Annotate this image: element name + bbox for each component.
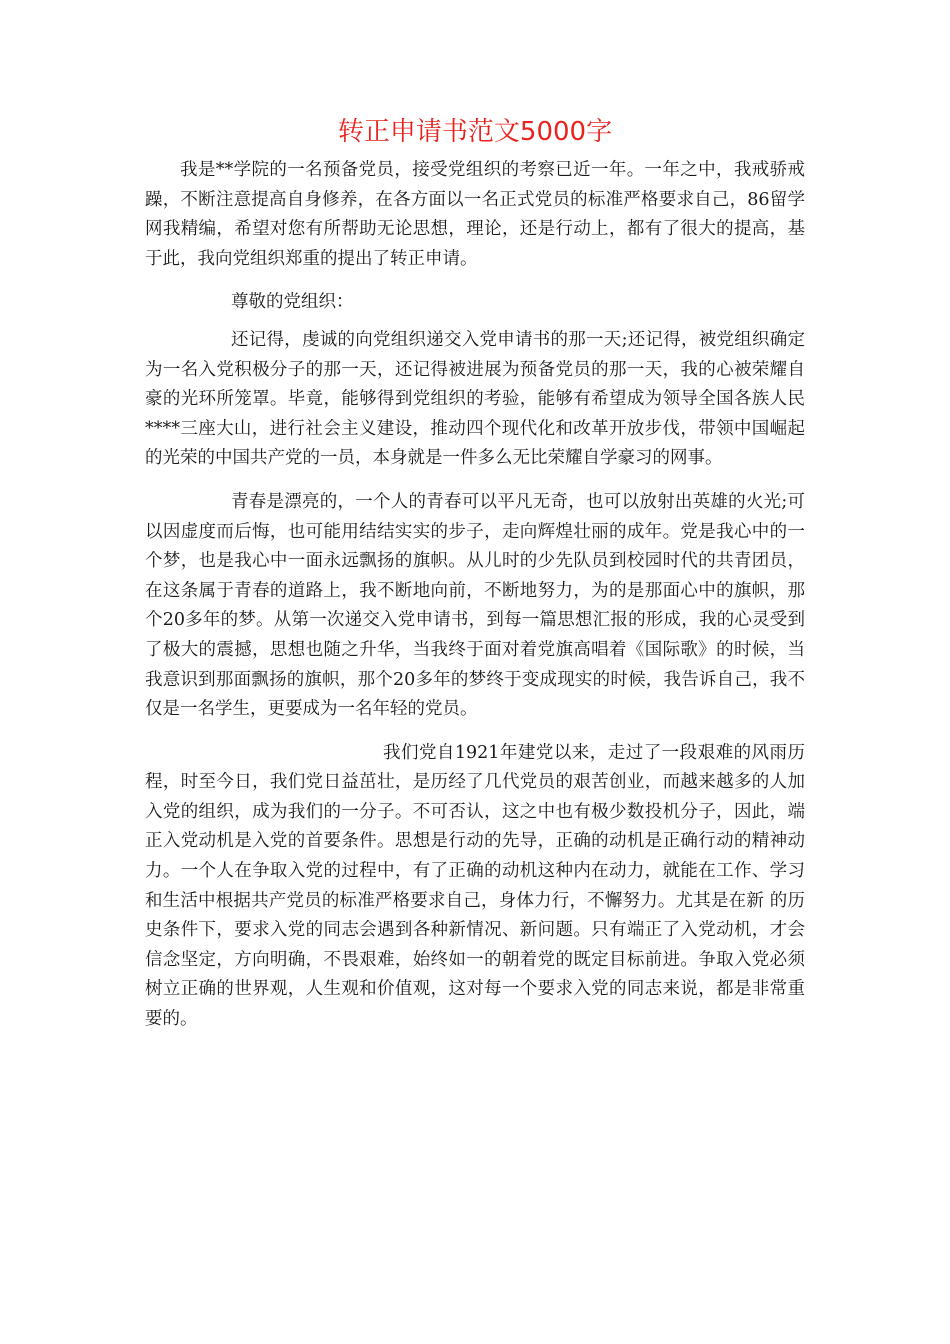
body-paragraph-3: 我们党自1921年建党以来，走过了一段艰难的风雨历程，时至今日，我们党日益茁壮，是历经了几代党员的艰苦创业，而越来越多的人加入党的组织，成为我们的一分子。不可否认，这之中也有极少数投机分子，因此，端正入党动机是入党的首要条件。思想是行动的先导，正确的动机是正确行动的精神动力。一个人在争取入党的过程中，有了正确的动机这种内在动力，就能在工作、学习和生活中根据共产党员的标准严格要求自己，身体力行，不懈努力。尤其是在新 的历史条件下，要求入党的同志会遇到各种新情况、新问题。只有端正了入党动机，才会信念坚定，方向明确，不畏艰难，始终如一的朝着党的既定目标前进。争取入党必须树立正确的世界观，人生观和价值观，这对每一个要求入党的同志来说，都是非常重要的。 [145, 742, 805, 1030]
document-body [145, 156, 805, 1035]
intro-paragraph: 我是**学院的一名预备党员，接受党组织的考察已近一年。一年之中，我戒骄戒躁，不断注意提高自身修养，在各方面以一名正式党员的标准严格要求自己，86留学网我精编，希望对您有所帮助无论思想，理论，还是行动上，都有了很大的提高，基于此，我向党组织郑重的提出了转正申请。 [145, 160, 805, 269]
body-paragraph-2: 青春是漂亮的，一个人的青春可以平凡无奇，也可以放射出英雄的火光;可以因虚度而后悔，也可能用结结实实的步子，走向辉煌壮丽的成年。党是我心中的一个梦，也是我心中一面永远飘扬的旗帜。从儿时的少先队员到校园时代的共青团员，在这条属于青春的道路上，我不断地向前，不断地努力，为的是那面心中的旗帜，那个20多年的梦。从第一次递交入党申请书，到每一篇思想汇报的形成，我的心灵受到了极大的震撼，思想也随之升华，当我终于面对着党旗高唱着《国际歌》的时候，当我意识到那面飘扬的旗帜，那个20多年的梦终于变成现实的时候，我告诉自己，我不仅是一名学生，更要成为一名年轻的党员。 [145, 491, 805, 720]
body-paragraph-1: 还记得，虔诚的向党组织递交入党申请书的那一天;还记得，被党组织确定为一名入党积极分子的那一天，还记得被进展为预备党员的那一天，我的心被荣耀自豪的光环所笼罩。毕竟，能够得到党组织的考验，能够有希望成为领导全国各族人民****三座大山，进行社会主义建设，推动四个现代化和改革开放步伐，带领中国崛起的光荣的中国共产党的一员，本身就是一件多么无比荣耀自学豪习的网事。 [145, 329, 805, 469]
document-title: 转正申请书范文5000字 [337, 117, 613, 147]
salutation: 尊敬的党组织： [231, 292, 354, 313]
